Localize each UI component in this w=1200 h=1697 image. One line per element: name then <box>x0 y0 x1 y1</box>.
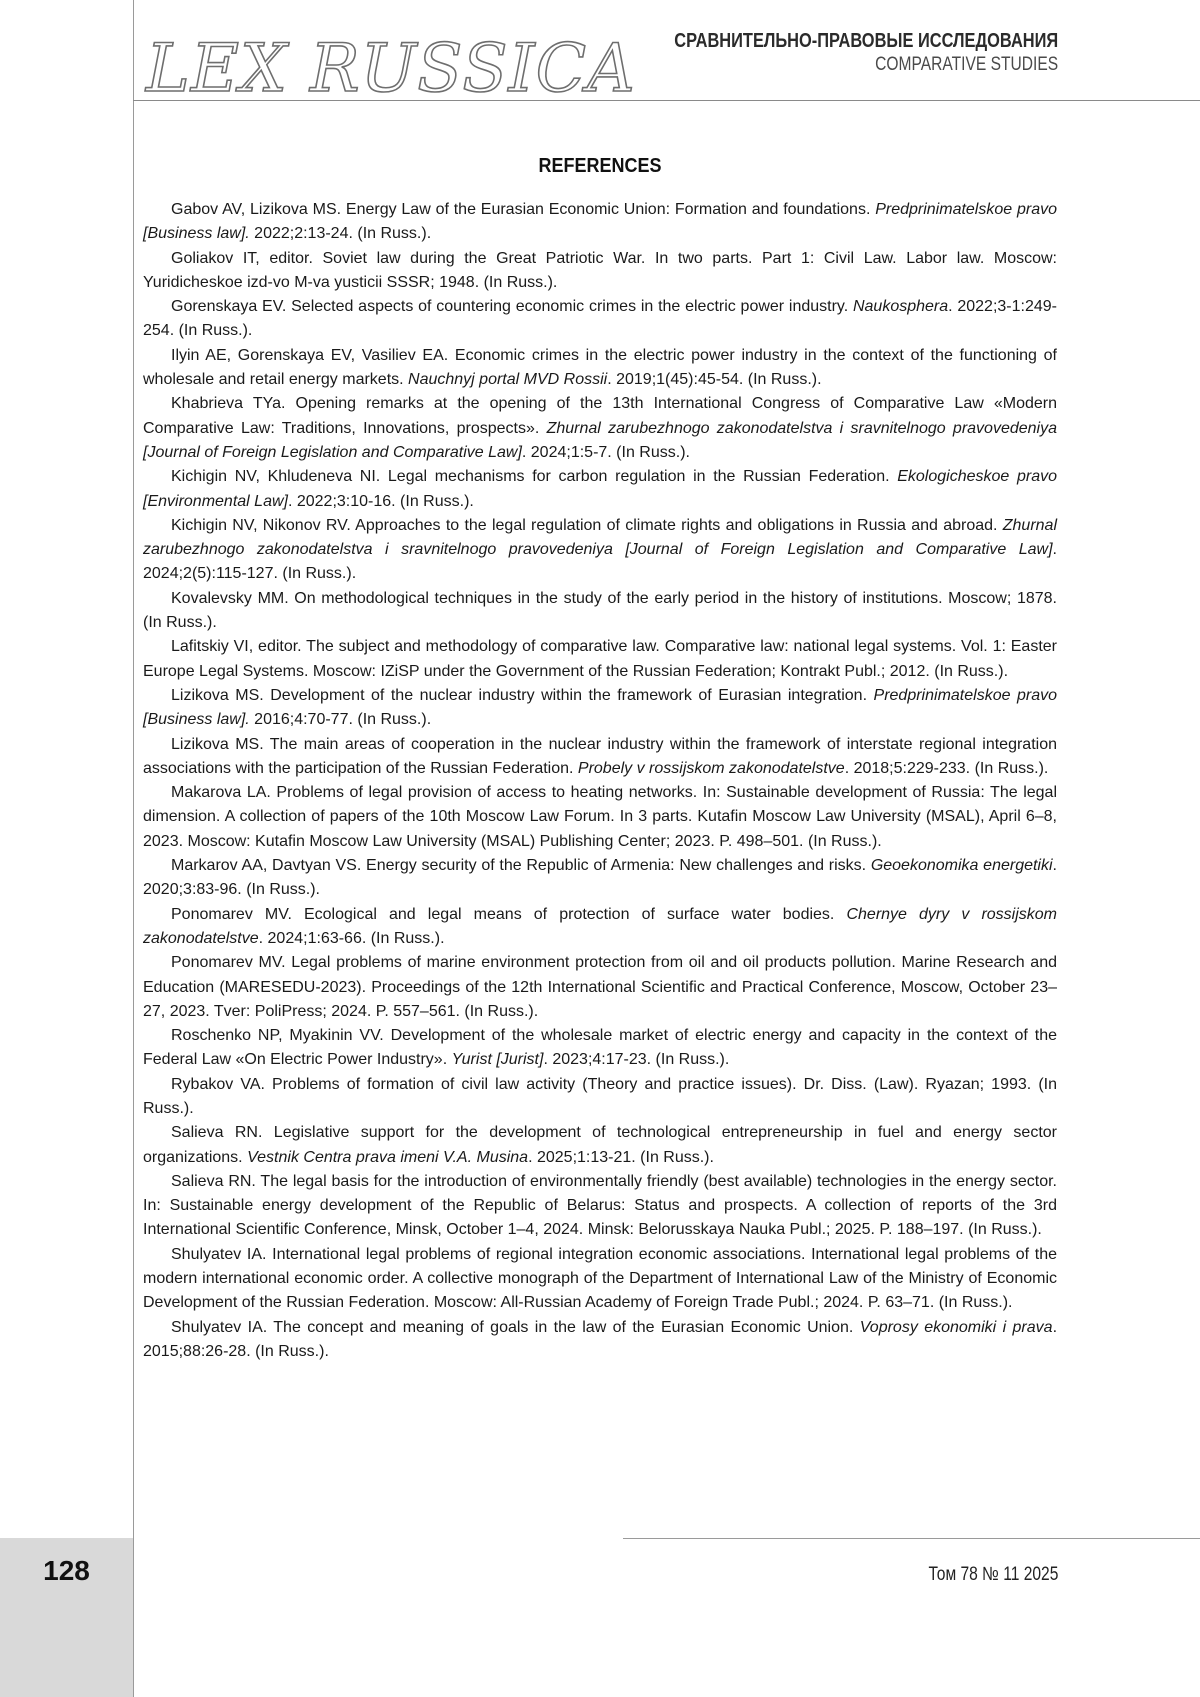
reference-text: Rybakov VA. Problems of formation of civil law activity (Theory and practice issues). Dr. Diss. (Law). Ryazan; 1993. (In Russ.). <box>143 1075 1057 1117</box>
left-margin-strip <box>0 0 134 1538</box>
reference-details: . 2019;1(45):45-54. (In Russ.). <box>607 371 822 389</box>
reference-journal: Nauchnyj portal MVD Rossii <box>408 371 608 389</box>
reference-text: Lizikova MS. The main areas of cooperation in the nuclear industry within the framework of interstate regional integration associations with the participation of the Russian Federation. <box>143 735 1057 777</box>
reference-text: Khabrieva TYa. Opening remarks at the opening of the 13th International Congress of Comparative Law «Modern Comparative Law: Traditions, Innovations, prospects». <box>143 395 1057 437</box>
reference-item <box>143 903 1057 952</box>
reference-item <box>143 1170 1057 1243</box>
reference-text: Goliakov IT, editor. Soviet law during the Great Patriotic War. In two parts. Part 1: Civil Law. Labor law. Moscow: Yuridicheskoe izd-vo M-va yusticii SSSR; 1948. (In Russ.). <box>143 249 1057 291</box>
reference-journal: Yurist [Jurist] <box>451 1051 544 1069</box>
reference-details: . 2018;5:229-233. (In Russ.). <box>844 759 1049 777</box>
reference-text: Ponomarev MV. Ecological and legal means of protection of surface water bodies. <box>171 905 847 923</box>
reference-text: Markarov AA, Davtyan VS. Energy security of the Republic of Armenia: New challenges and risks. <box>171 857 871 875</box>
reference-details: . 2024;1:63-66. (In Russ.). <box>258 929 445 947</box>
reference-item <box>143 781 1057 854</box>
references-list <box>143 198 1057 1364</box>
reference-details: . 2024;2(5):115-127. (In Russ.). <box>143 541 1057 583</box>
reference-journal: Chernye dyry v rossijskom zakonodatelstve <box>143 905 1058 947</box>
reference-text: Roschenko NP, Myakinin VV. Development of the wholesale market of electric energy and capacity in the context of the Federal Law «On Electric Power Industry». <box>143 1027 1057 1069</box>
reference-item <box>143 514 1057 587</box>
reference-details: . 2023;4:17-23. (In Russ.). <box>543 1051 730 1069</box>
reference-item <box>143 951 1057 1024</box>
reference-item <box>143 392 1057 465</box>
reference-text: Kichigin NV, Nikonov RV. Approaches to the legal regulation of climate rights and obligations in Russia and abroad. <box>171 516 1003 534</box>
reference-text: Salieva RN. The legal basis for the introduction of environmentally friendly (best available) technologies in the energy sector. In: Sustainable energy development of the Republic of Belarus: Status and prospects. A collection of reports of the 3rd International Scientific Conference, Minsk, October 1–4, 2024. Minsk: Belorusskaya Nauka Publ.; 2025. P. 188–197. (In Russ.). <box>143 1172 1057 1239</box>
reference-item <box>143 465 1057 514</box>
reference-item <box>143 198 1057 247</box>
reference-details: . 2015;88:26-28. (In Russ.). <box>143 1318 1058 1360</box>
reference-details: . 2020;3:83-96. (In Russ.). <box>143 857 1057 899</box>
reference-details: . 2024;1:5-7. (In Russ.). <box>521 443 690 461</box>
reference-journal: Ekologicheskoe pravo [Environmental Law] <box>143 468 1057 510</box>
reference-journal: Probely v rossijskom zakonodatelstve <box>577 759 845 777</box>
reference-journal: Predprinimatelskoe pravo [Business law]. <box>143 686 1058 729</box>
journal-logo: LEX RUSSICA <box>146 30 636 107</box>
reference-text: Shulyatev IA. The concept and meaning of goals in the law of the Eurasian Economic Union. <box>171 1318 860 1336</box>
reference-journal: Voprosy ekonomiki i prava <box>859 1318 1053 1336</box>
reference-text: Gorenskaya EV. Selected aspects of countering economic crimes in the electric power industry. <box>171 298 853 316</box>
header-divider <box>133 100 1200 101</box>
reference-journal: Geoekonomika energetiki <box>870 857 1053 875</box>
reference-item <box>143 344 1057 393</box>
reference-text: Lafitskiy VI, editor. The subject and methodology of comparative law. Comparative law: national legal systems. Vol. 1: Easter Europe Legal Systems. Moscow: IZiSP under the Government of the Russian Federation; Kontrakt Publ.; 2012. (In Russ.). <box>143 638 1057 680</box>
reference-details: . 2025;1:13-21. (In Russ.). <box>528 1148 714 1166</box>
reference-item <box>143 295 1057 344</box>
footer-divider <box>623 1538 1200 1539</box>
reference-item <box>143 733 1057 782</box>
reference-text: Lizikova MS. Development of the nuclear industry within the framework of Eurasian integration. <box>171 686 874 704</box>
reference-item <box>143 1024 1057 1073</box>
reference-text: Kovalevsky MM. On methodological techniques in the study of the early period in the history of institutions. Moscow; 1878. (In Russ.). <box>143 589 1057 632</box>
reference-journal: Vestnik Centra prava imeni V.A. Musina <box>247 1148 529 1166</box>
section-title-ru: СРАВНИТЕЛЬНО-ПРАВОВЫЕ ИССЛЕДОВАНИЯ <box>674 30 1058 52</box>
reference-details: . 2022;3-1:249-254. (In Russ.). <box>143 298 1057 340</box>
reference-text: Shulyatev IA. International legal problems of regional integration economic associations. International legal problems of the modern international economic order. A collective monograph of the Department of International Law of the Ministry of Economic Development of the Russian Federation. Moscow: All-Russian Academy of Foreign Trade Publ.; 2024. P. 63–71. (In Russ.). <box>143 1245 1057 1312</box>
reference-text: Kichigin NV, Khludeneva NI. Legal mechanisms for carbon regulation in the Russian Federation. <box>171 468 898 486</box>
reference-item <box>143 1073 1057 1122</box>
reference-item <box>143 1121 1057 1170</box>
reference-journal: Zhurnal zarubezhnogo zakonodatelstva i sravnitelnogo pravovedeniya [Journal of Foreign Legislation and Comparative Law] <box>143 516 1057 559</box>
reference-item <box>143 635 1057 684</box>
page-number: 128 <box>43 1555 90 1586</box>
reference-details: 2022;2:13-24. (In Russ.). <box>249 225 432 243</box>
reference-item <box>143 247 1057 296</box>
reference-text: Makarova LA. Problems of legal provision of access to heating networks. In: Sustainable development of Russia: The legal dimension. A collection of papers of the 10th Moscow Law Forum. In 3 parts. Kutafin Moscow Law University (MSAL), April 6–8, 2023. Moscow: Kutafin Moscow Law University (MSAL) Publishing Center; 2023. P. 498–501. (In Russ.). <box>143 784 1057 850</box>
reference-text: Ilyin AE, Gorenskaya EV, Vasiliev EA. Economic crimes in the electric power industry in the context of the functioning of wholesale and retail energy markets. <box>143 346 1057 389</box>
reference-item <box>143 854 1057 903</box>
reference-text: Gabov AV, Lizikova MS. Energy Law of the Eurasian Economic Union: Formation and foundations. <box>171 201 876 218</box>
reference-journal: Naukosphera <box>852 298 949 316</box>
section-title-en: COMPARATIVE STUDIES <box>875 54 1058 75</box>
references-heading: REFERENCES <box>538 155 662 177</box>
reference-journal: Zhurnal zarubezhnogo zakonodatelstva i sravnitelnogo pravovedeniya [Journal of Foreign Legislation and Comparative Law] <box>143 419 1058 461</box>
issue-info: Том 78 № 11 2025 <box>928 1564 1058 1585</box>
reference-item <box>143 1243 1057 1316</box>
reference-text: Ponomarev MV. Legal problems of marine environment protection from oil and oil products pollution. Marine Research and Education (MARESEDU-2023). Proceedings of the 12th International Scientific and Practical Conference, Moscow, October 23–27, 2023. Tver: PoliPress; 2024. P. 557–561. (In Russ.). <box>143 954 1057 1020</box>
reference-item <box>143 1316 1057 1365</box>
reference-text: Salieva RN. Legislative support for the development of technological entrepreneurship in fuel and energy sector organizations. <box>143 1124 1057 1166</box>
reference-details: 2016;4:70-77. (In Russ.). <box>249 711 432 729</box>
reference-item <box>143 587 1057 636</box>
reference-details: . 2022;3:10-16. (In Russ.). <box>287 492 474 510</box>
reference-item <box>143 684 1057 733</box>
reference-journal: Predprinimatelskoe pravo [Business law]. <box>143 201 1057 243</box>
